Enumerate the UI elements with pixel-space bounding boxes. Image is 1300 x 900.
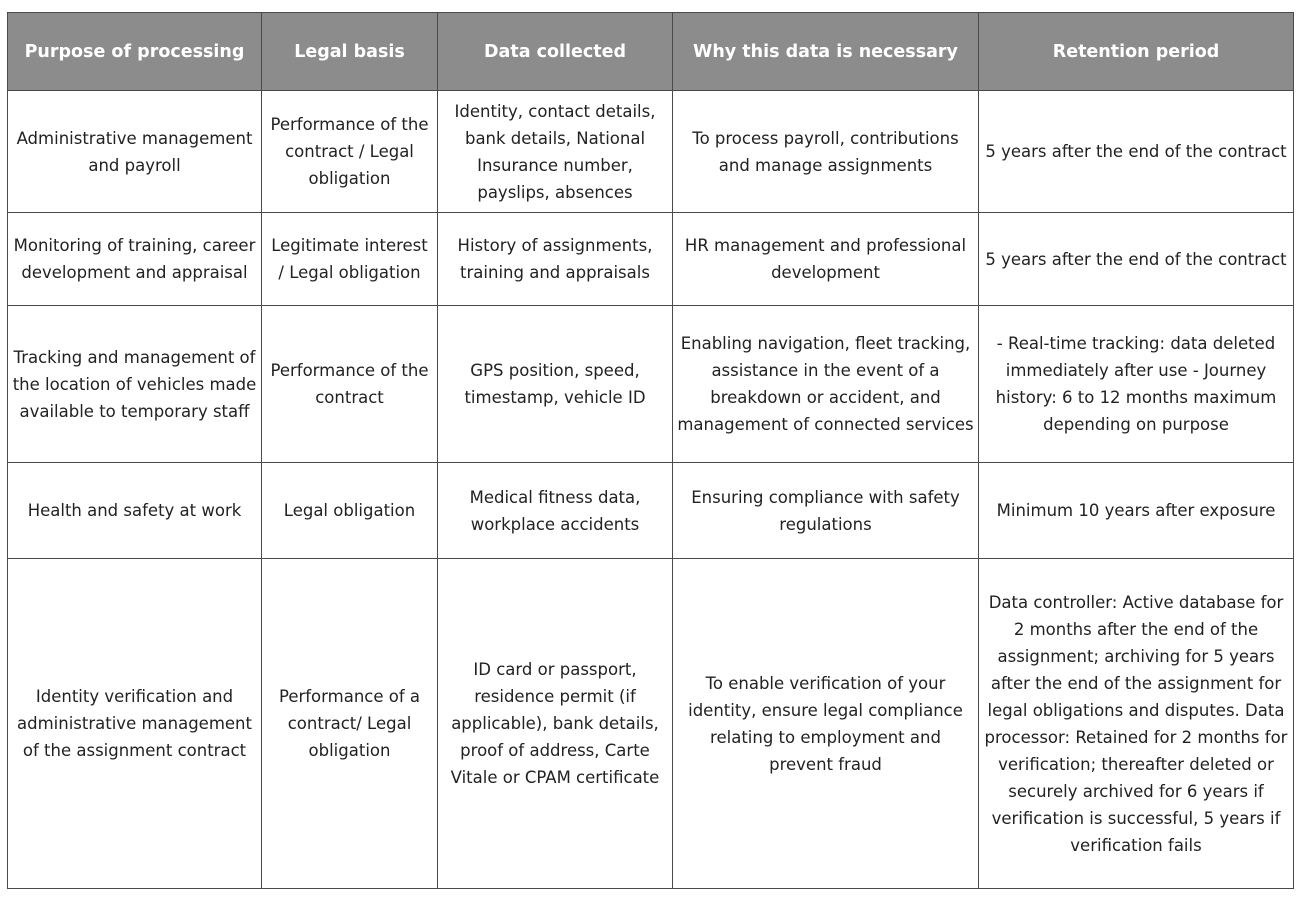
table-row [8, 213, 1294, 306]
cell-why-necessary: Enabling navigation, fleet tracking, assistance in the event of a breakdown or accident, and management of connected services [673, 306, 979, 463]
cell-legal-basis: Performance of a contract/ Legal obligation [262, 559, 438, 889]
header-purpose: Purpose of processing [8, 13, 262, 91]
cell-purpose: Tracking and management of the location of vehicles made available to temporary staff [8, 306, 262, 463]
table-row [8, 91, 1294, 213]
cell-retention-period: 5 years after the end of the contract [979, 213, 1294, 306]
header-why-necessary: Why this data is necessary [673, 13, 979, 91]
header-legal-basis: Legal basis [262, 13, 438, 91]
cell-retention-period: Minimum 10 years after exposure [979, 463, 1294, 559]
table-row [8, 306, 1294, 463]
cell-why-necessary: To process payroll, contributions and manage assignments [673, 91, 979, 213]
cell-legal-basis: Performance of the contract / Legal obligation [262, 91, 438, 213]
cell-why-necessary: HR management and professional development [673, 213, 979, 306]
data-processing-table-container [7, 12, 1293, 889]
cell-data-collected: Identity, contact details, bank details, National Insurance number, payslips, absences [438, 91, 673, 213]
cell-retention-period: Data controller: Active database for 2 months after the end of the assignment; archiving for 5 years after the end of the assignment for legal obligations and disputes. Data processor: Retained for 2 months for verification; thereafter deleted or securely archived for 6 years if verification is successful, 5 years if verification fails [979, 559, 1294, 889]
cell-data-collected: ID card or passport, residence permit (if applicable), bank details, proof of address, Carte Vitale or CPAM certificate [438, 559, 673, 889]
cell-purpose: Identity verification and administrative management of the assignment contract [8, 559, 262, 889]
cell-retention-period: 5 years after the end of the contract [979, 91, 1294, 213]
cell-why-necessary: To enable verification of your identity, ensure legal compliance relating to employment and prevent fraud [673, 559, 979, 889]
cell-purpose: Health and safety at work [8, 463, 262, 559]
header-data-collected: Data collected [438, 13, 673, 91]
cell-data-collected: History of assignments, training and appraisals [438, 213, 673, 306]
cell-purpose: Administrative management and payroll [8, 91, 262, 213]
cell-retention-period: - Real-time tracking: data deleted immediately after use - Journey history: 6 to 12 months maximum depending on purpose [979, 306, 1294, 463]
data-processing-table [7, 12, 1294, 889]
cell-data-collected: Medical fitness data, workplace accidents [438, 463, 673, 559]
table-header-row [8, 13, 1294, 91]
table-row [8, 559, 1294, 889]
cell-data-collected: GPS position, speed, timestamp, vehicle ID [438, 306, 673, 463]
cell-purpose: Monitoring of training, career development and appraisal [8, 213, 262, 306]
header-retention-period: Retention period [979, 13, 1294, 91]
cell-legal-basis: Legal obligation [262, 463, 438, 559]
cell-legal-basis: Legitimate interest / Legal obligation [262, 213, 438, 306]
table-row [8, 463, 1294, 559]
cell-why-necessary: Ensuring compliance with safety regulations [673, 463, 979, 559]
cell-legal-basis: Performance of the contract [262, 306, 438, 463]
